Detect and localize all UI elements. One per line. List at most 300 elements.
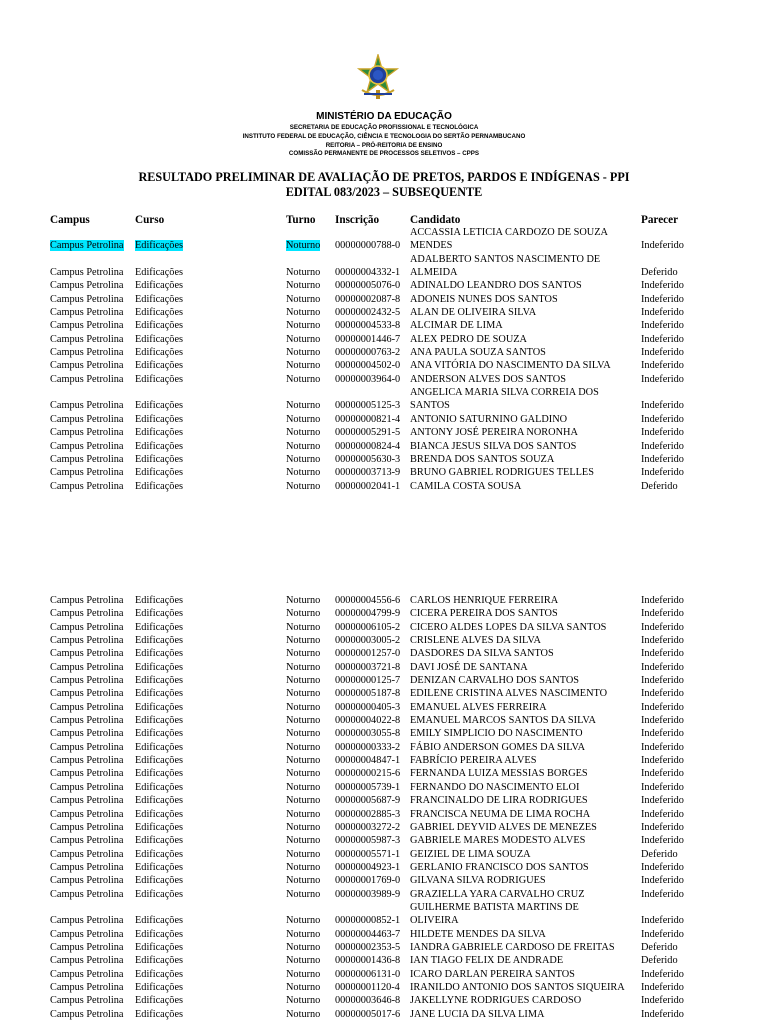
parecer-cell: Indeferido <box>641 928 684 940</box>
parecer-cell: Indeferido <box>641 467 684 479</box>
parecer-cell: Indeferido <box>641 995 684 1007</box>
parecer-cell: Indeferido <box>641 1008 684 1020</box>
curso-cell: Edificações <box>135 440 184 452</box>
candidato-cell: IAN TIAGO FELIX DE ANDRADE <box>410 955 564 967</box>
campus-cell: Campus Petrolina <box>50 608 124 620</box>
turno-cell: Noturno <box>286 955 321 967</box>
curso-cell: Edificações <box>135 781 184 793</box>
table-row <box>0 662 768 675</box>
turno-cell: Noturno <box>286 888 321 900</box>
parecer-cell: Deferido <box>641 941 678 953</box>
campus-cell: Campus Petrolina <box>50 320 124 332</box>
parecer-cell: Indeferido <box>641 320 684 332</box>
table-row <box>0 1009 768 1022</box>
inscricao-cell: 00000005571-1 <box>335 848 401 860</box>
table-row <box>0 795 768 808</box>
curso-cell: Edificações <box>135 995 184 1007</box>
curso-cell: Edificações <box>135 768 184 780</box>
candidato-cell: FÁBIO ANDERSON GOMES DA SILVA <box>410 741 586 753</box>
candidato-cell: ANTONY JOSÉ PEREIRA NORONHA <box>410 427 578 439</box>
col-campus: Campus <box>50 214 90 226</box>
parecer-cell: Indeferido <box>641 968 684 980</box>
title-line-1: RESULTADO PRELIMINAR DE AVALIAÇÃO DE PRETOS, PARDOS E INDÍGENAS - PPI <box>138 170 630 184</box>
inscricao-cell: 00000006105-2 <box>335 621 401 633</box>
campus-cell: Campus Petrolina <box>50 941 124 953</box>
table-row <box>0 809 768 822</box>
turno-cell: Noturno <box>286 467 321 479</box>
turno-cell: Noturno <box>286 861 321 873</box>
table-row <box>0 334 768 347</box>
turno-cell: Noturno <box>286 755 321 767</box>
results-table-page-1 <box>0 227 768 494</box>
parecer-cell: Indeferido <box>641 675 684 687</box>
curso-cell: Edificações <box>135 928 184 940</box>
parecer-cell: Indeferido <box>641 808 684 820</box>
table-row <box>0 635 768 648</box>
curso-cell: Edificações <box>135 888 184 900</box>
candidato-cell: FERNANDA LUIZA MESSIAS BORGES <box>410 768 588 780</box>
campus-cell: Campus Petrolina <box>50 480 124 492</box>
campus-cell: Campus Petrolina <box>50 360 124 372</box>
campus-cell: Campus Petrolina <box>50 875 124 887</box>
table-row <box>0 280 768 293</box>
campus-cell: Campus Petrolina <box>50 1008 124 1020</box>
turno-cell: Noturno <box>286 320 321 332</box>
inscricao-cell: 00000000333-2 <box>335 741 401 753</box>
col-turno: Turno <box>286 214 316 226</box>
table-row <box>0 742 768 755</box>
parecer-cell: Indeferido <box>641 715 684 727</box>
inscricao-cell: 00000002041-1 <box>335 480 401 492</box>
curso-cell: Edificações <box>135 715 184 727</box>
candidato-cell: CICERA PEREIRA DOS SANTOS <box>410 608 558 620</box>
inscricao-cell: 00000004799-9 <box>335 608 401 620</box>
campus-cell: Campus Petrolina <box>50 648 124 660</box>
inscricao-cell: 00000006131-0 <box>335 968 401 980</box>
candidato-cell: FRANCISCA NEUMA DE LIMA ROCHA <box>410 808 591 820</box>
inscricao-cell: 00000001257-0 <box>335 648 401 660</box>
campus-cell: Campus Petrolina <box>50 728 124 740</box>
turno-cell: Noturno <box>286 675 321 687</box>
campus-cell: Campus Petrolina <box>50 675 124 687</box>
turno-cell: Noturno <box>286 848 321 860</box>
turno-cell: Noturno <box>286 347 321 359</box>
turno-cell: Noturno <box>286 595 321 606</box>
curso-cell: Edificações <box>135 320 184 332</box>
table-row <box>0 768 768 781</box>
parecer-cell: Indeferido <box>641 701 684 713</box>
curso-cell: Edificações <box>135 728 184 740</box>
candidato-cell: ALEX PEDRO DE SOUZA <box>410 333 527 345</box>
candidato-cell: ADONEIS NUNES DOS SANTOS <box>410 293 558 305</box>
turno-cell: Noturno <box>286 875 321 887</box>
table-row <box>0 688 768 701</box>
campus-cell: Campus Petrolina <box>50 741 124 753</box>
turno-cell: Noturno <box>286 781 321 793</box>
table-row <box>0 387 768 414</box>
campus-cell: Campus Petrolina <box>50 688 124 700</box>
candidato-cell: FABRÍCIO PEREIRA ALVES <box>410 755 537 767</box>
campus-cell: Campus Petrolina <box>50 821 124 833</box>
curso-cell: Edificações <box>135 941 184 953</box>
candidato-cell: IANDRA GABRIELE CARDOSO DE FREITAS <box>410 941 615 953</box>
candidato-cell: CRISLENE ALVES DA SILVA <box>410 635 541 647</box>
parecer-cell: Indeferido <box>641 835 684 847</box>
campus-cell: Campus Petrolina <box>50 981 124 993</box>
turno-cell: Noturno <box>286 440 321 452</box>
curso-cell: Edificações <box>135 661 184 673</box>
turno-cell: Noturno <box>286 981 321 993</box>
parecer-cell: Deferido <box>641 480 678 492</box>
document-title <box>0 170 768 200</box>
campus-cell: Campus Petrolina <box>50 307 124 319</box>
parecer-cell: Indeferido <box>641 861 684 873</box>
header-line: COMISSÃO PERMANENTE DE PROCESSOS SELETIVOS – CPPS <box>288 150 480 158</box>
inscricao-cell: 00000005291-5 <box>335 427 401 439</box>
candidato-cell: DAVI JOSÉ DE SANTANA <box>410 661 528 673</box>
table-row <box>0 955 768 968</box>
turno-cell: Noturno <box>286 688 321 700</box>
turno-cell: Noturno <box>286 608 321 620</box>
curso-cell: Edificações <box>135 293 184 305</box>
col-parecer: Parecer <box>641 214 679 226</box>
turno-cell: Noturno <box>286 741 321 753</box>
candidato-cell: GERLANIO FRANCISCO DOS SANTOS <box>410 861 589 873</box>
table-row <box>0 648 768 661</box>
turno-cell: Noturno <box>286 635 321 647</box>
candidato-cell: GILVANA SILVA RODRIGUES <box>410 875 546 887</box>
candidato-cell: BIANCA JESUS SILVA DOS SANTOS <box>410 440 577 452</box>
parecer-cell: Indeferido <box>641 413 684 425</box>
inscricao-cell: 00000000125-7 <box>335 675 401 687</box>
curso-cell: Edificações <box>135 413 184 425</box>
campus-cell: Campus Petrolina <box>50 755 124 767</box>
candidato-cell: EMILY SIMPLICIO DO NASCIMENTO <box>410 728 583 740</box>
campus-cell: Campus Petrolina <box>50 768 124 780</box>
table-row <box>0 782 768 795</box>
table-row <box>0 969 768 982</box>
inscricao-cell: 00000005017-6 <box>335 1008 401 1020</box>
parecer-cell: Indeferido <box>641 440 684 452</box>
curso-cell: Edificações <box>135 467 184 479</box>
inscricao-cell: 00000004022-8 <box>335 715 401 727</box>
inscricao-cell: 00000004463-7 <box>335 928 401 940</box>
table-row <box>0 822 768 835</box>
header-line: REITORIA – PRÓ-REITORIA DE ENSINO <box>325 141 443 149</box>
coat-of-arms-emblem <box>356 54 400 102</box>
curso-cell: Edificações <box>135 360 184 372</box>
candidato-cell: SANTOS <box>410 400 450 412</box>
candidato-cell: JANE LUCIA DA SILVA LIMA <box>410 1008 545 1020</box>
turno-cell: Noturno <box>286 821 321 833</box>
campus-cell: Campus Petrolina <box>50 333 124 345</box>
col-inscricao: Inscrição <box>335 214 380 226</box>
inscricao-cell: 00000001120-4 <box>335 981 400 993</box>
campus-cell: Campus Petrolina <box>50 635 124 647</box>
table-row <box>0 982 768 995</box>
inscricao-cell: 00000001436-8 <box>335 955 401 967</box>
table-row <box>0 454 768 467</box>
candidato-cell: BRENDA DOS SANTOS SOUZA <box>410 453 555 465</box>
table-row <box>0 875 768 888</box>
turno-cell: Noturno <box>286 795 321 807</box>
turno-cell: Noturno <box>286 267 321 279</box>
turno-cell: Noturno <box>286 701 321 713</box>
parecer-cell: Indeferido <box>641 307 684 319</box>
campus-cell: Campus Petrolina <box>50 413 124 425</box>
curso-cell: Edificações <box>135 821 184 833</box>
curso-cell: Edificações <box>135 981 184 993</box>
table-row <box>0 942 768 955</box>
inscricao-cell: 00000000788-0 <box>335 240 401 252</box>
campus-cell: Campus Petrolina <box>50 835 124 847</box>
inscricao-cell: 00000003272-2 <box>335 821 401 833</box>
candidato-cell: CARLOS HENRIQUE FERREIRA <box>410 595 559 606</box>
parecer-cell: Indeferido <box>641 400 684 412</box>
curso-cell: Edificações <box>135 968 184 980</box>
table-row <box>0 467 768 480</box>
table-row <box>0 728 768 741</box>
header-line: SECRETARIA DE EDUCAÇÃO PROFISSIONAL E TECNOLÓGICA <box>289 124 479 131</box>
parecer-cell: Indeferido <box>641 608 684 620</box>
col-curso: Curso <box>135 214 165 226</box>
campus-cell: Campus Petrolina <box>50 915 124 927</box>
turno-cell: Noturno <box>286 808 321 820</box>
curso-cell: Edificações <box>135 240 184 252</box>
table-row <box>0 595 768 608</box>
candidato-cell: EMANUEL ALVES FERREIRA <box>410 701 547 713</box>
turno-cell: Noturno <box>286 413 321 425</box>
curso-cell: Edificações <box>135 267 184 279</box>
inscricao-cell: 00000004847-1 <box>335 755 401 767</box>
curso-cell: Edificações <box>135 1008 184 1020</box>
table-row <box>0 307 768 320</box>
turno-cell: Noturno <box>286 941 321 953</box>
curso-cell: Edificações <box>135 795 184 807</box>
table-row <box>0 320 768 333</box>
table-row <box>0 608 768 621</box>
curso-cell: Edificações <box>135 480 184 492</box>
inscricao-cell: 00000004502-0 <box>335 360 401 372</box>
table-row <box>0 441 768 454</box>
curso-cell: Edificações <box>135 595 184 606</box>
campus-cell: Campus Petrolina <box>50 400 124 412</box>
parecer-cell: Indeferido <box>641 688 684 700</box>
campus-cell: Campus Petrolina <box>50 955 124 967</box>
inscricao-cell: 00000004332-1 <box>335 267 401 279</box>
candidato-cell: ALCIMAR DE LIMA <box>410 320 503 332</box>
turno-cell: Noturno <box>286 715 321 727</box>
candidato-cell: ANDERSON ALVES DOS SANTOS <box>410 373 566 385</box>
turno-cell: Noturno <box>286 427 321 439</box>
parecer-cell: Indeferido <box>641 875 684 887</box>
inscricao-cell: 00000005187-8 <box>335 688 401 700</box>
campus-cell: Campus Petrolina <box>50 293 124 305</box>
candidato-cell: HILDETE MENDES DA SILVA <box>410 928 546 940</box>
campus-cell: Campus Petrolina <box>50 715 124 727</box>
table-row <box>0 995 768 1008</box>
institution-header <box>0 124 768 159</box>
parecer-cell: Indeferido <box>641 915 684 927</box>
inscricao-cell: 00000002432-5 <box>335 307 401 319</box>
inscricao-cell: 00000002087-8 <box>335 293 401 305</box>
inscricao-cell: 00000001769-0 <box>335 875 401 887</box>
candidato-cell: ANA VITÓRIA DO NASCIMENTO DA SILVA <box>410 360 611 372</box>
parecer-cell: Indeferido <box>641 781 684 793</box>
table-row <box>0 849 768 862</box>
table-row <box>0 702 768 715</box>
table-row <box>0 481 768 494</box>
campus-cell: Campus Petrolina <box>50 280 124 292</box>
parecer-cell: Indeferido <box>641 635 684 647</box>
candidato-cell: FERNANDO DO NASCIMENTO ELOI <box>410 781 580 793</box>
campus-cell: Campus Petrolina <box>50 427 124 439</box>
curso-cell: Edificações <box>135 808 184 820</box>
turno-cell: Noturno <box>286 995 321 1007</box>
parecer-cell: Indeferido <box>641 728 684 740</box>
candidato-cell: BRUNO GABRIEL RODRIGUES TELLES <box>410 467 594 479</box>
campus-cell: Campus Petrolina <box>50 467 124 479</box>
turno-cell: Noturno <box>286 373 321 385</box>
curso-cell: Edificações <box>135 915 184 927</box>
inscricao-cell: 00000000821-4 <box>335 413 401 425</box>
campus-cell: Campus Petrolina <box>50 848 124 860</box>
curso-cell: Edificações <box>135 280 184 292</box>
candidato-cell: GUILHERME BATISTA MARTINS DE <box>410 901 579 913</box>
table-row <box>0 347 768 360</box>
inscricao-cell: 00000000405-3 <box>335 701 401 713</box>
curso-cell: Edificações <box>135 621 184 633</box>
parecer-cell: Indeferido <box>641 888 684 900</box>
inscricao-cell: 00000000763-2 <box>335 347 401 359</box>
parecer-cell: Indeferido <box>641 648 684 660</box>
inscricao-cell: 00000005125-3 <box>335 400 401 412</box>
candidato-cell: ALMEIDA <box>410 267 458 279</box>
candidato-cell: CICERO ALDES LOPES DA SILVA SANTOS <box>410 621 607 633</box>
candidato-cell: ANTONIO SATURNINO GALDINO <box>410 413 568 425</box>
candidato-cell: GABRIELE MARES MODESTO ALVES <box>410 835 586 847</box>
campus-cell: Campus Petrolina <box>50 267 124 279</box>
curso-cell: Edificações <box>135 848 184 860</box>
campus-cell: Campus Petrolina <box>50 781 124 793</box>
candidato-cell: JAKELLYNE RODRIGUES CARDOSO <box>410 995 582 1007</box>
inscricao-cell: 00000004923-1 <box>335 861 401 873</box>
inscricao-cell: 00000005630-3 <box>335 453 401 465</box>
campus-cell: Campus Petrolina <box>50 861 124 873</box>
campus-cell: Campus Petrolina <box>50 661 124 673</box>
table-row <box>0 889 768 902</box>
candidato-cell: CAMILA COSTA SOUSA <box>410 480 522 492</box>
inscricao-cell: 00000002885-3 <box>335 808 401 820</box>
parecer-cell: Indeferido <box>641 821 684 833</box>
turno-cell: Noturno <box>286 360 321 372</box>
curso-cell: Edificações <box>135 675 184 687</box>
curso-cell: Edificações <box>135 701 184 713</box>
parecer-cell: Indeferido <box>641 360 684 372</box>
parecer-cell: Indeferido <box>641 333 684 345</box>
parecer-cell: Indeferido <box>641 795 684 807</box>
inscricao-cell: 00000003055-8 <box>335 728 401 740</box>
candidato-cell: GEIZIEL DE LIMA SOUZA <box>410 848 531 860</box>
curso-cell: Edificações <box>135 861 184 873</box>
parecer-cell: Indeferido <box>641 621 684 633</box>
candidato-cell: FRANCINALDO DE LIRA RODRIGUES <box>410 795 588 807</box>
curso-cell: Edificações <box>135 875 184 887</box>
parecer-cell: Indeferido <box>641 755 684 767</box>
turno-cell: Noturno <box>286 728 321 740</box>
turno-cell: Noturno <box>286 333 321 345</box>
inscricao-cell: 00000003721-8 <box>335 661 401 673</box>
turno-cell: Noturno <box>286 480 321 492</box>
curso-cell: Edificações <box>135 307 184 319</box>
turno-cell: Noturno <box>286 280 321 292</box>
curso-cell: Edificações <box>135 635 184 647</box>
parecer-cell: Indeferido <box>641 768 684 780</box>
inscricao-cell: 00000005739-1 <box>335 781 401 793</box>
col-candidato: Candidato <box>410 214 461 226</box>
turno-cell: Noturno <box>286 400 321 412</box>
inscricao-cell: 00000005076-0 <box>335 280 401 292</box>
title-line-2: EDITAL 083/2023 – SUBSEQUENTE <box>285 185 483 199</box>
campus-cell: Campus Petrolina <box>50 621 124 633</box>
parecer-cell: Deferido <box>641 955 678 967</box>
inscricao-cell: 00000003964-0 <box>335 373 401 385</box>
inscricao-cell: 00000000215-6 <box>335 768 401 780</box>
table-row <box>0 835 768 848</box>
curso-cell: Edificações <box>135 755 184 767</box>
turno-cell: Noturno <box>286 621 321 633</box>
inscricao-cell: 00000000852-1 <box>335 915 401 927</box>
table-row <box>0 227 768 254</box>
table-row <box>0 902 768 929</box>
parecer-cell: Indeferido <box>641 741 684 753</box>
parecer-cell: Indeferido <box>641 280 684 292</box>
candidato-cell: IRANILDO ANTONIO DOS SANTOS SIQUEIRA <box>410 981 625 993</box>
campus-cell: Campus Petrolina <box>50 928 124 940</box>
candidato-cell: OLIVEIRA <box>410 915 459 927</box>
candidato-cell: ALAN DE OLIVEIRA SILVA <box>410 307 537 319</box>
curso-cell: Edificações <box>135 373 184 385</box>
inscricao-cell: 00000002353-5 <box>335 941 401 953</box>
campus-cell: Campus Petrolina <box>50 373 124 385</box>
parecer-cell: Indeferido <box>641 293 684 305</box>
campus-cell: Campus Petrolina <box>50 701 124 713</box>
curso-cell: Edificações <box>135 427 184 439</box>
turno-cell: Noturno <box>286 293 321 305</box>
candidato-cell: DASDORES DA SILVA SANTOS <box>410 648 554 660</box>
table-row <box>0 715 768 728</box>
table-row <box>0 675 768 688</box>
candidato-cell: GRAZIELLA YARA CARVALHO CRUZ <box>410 888 585 900</box>
campus-cell: Campus Petrolina <box>50 808 124 820</box>
turno-cell: Noturno <box>286 661 321 673</box>
campus-cell: Campus Petrolina <box>50 440 124 452</box>
curso-cell: Edificações <box>135 347 184 359</box>
parecer-cell: Indeferido <box>641 453 684 465</box>
candidato-cell: MENDES <box>410 240 453 252</box>
curso-cell: Edificações <box>135 688 184 700</box>
table-row <box>0 755 768 768</box>
candidato-cell: ANA PAULA SOUZA SANTOS <box>410 347 546 359</box>
curso-cell: Edificações <box>135 648 184 660</box>
parecer-cell: Indeferido <box>641 240 684 252</box>
inscricao-cell: 00000003005-2 <box>335 635 401 647</box>
curso-cell: Edificações <box>135 835 184 847</box>
inscricao-cell: 00000001446-7 <box>335 333 401 345</box>
candidato-cell: ICARO DARLAN PEREIRA SANTOS <box>410 968 575 980</box>
table-row <box>0 622 768 635</box>
table-row <box>0 929 768 942</box>
